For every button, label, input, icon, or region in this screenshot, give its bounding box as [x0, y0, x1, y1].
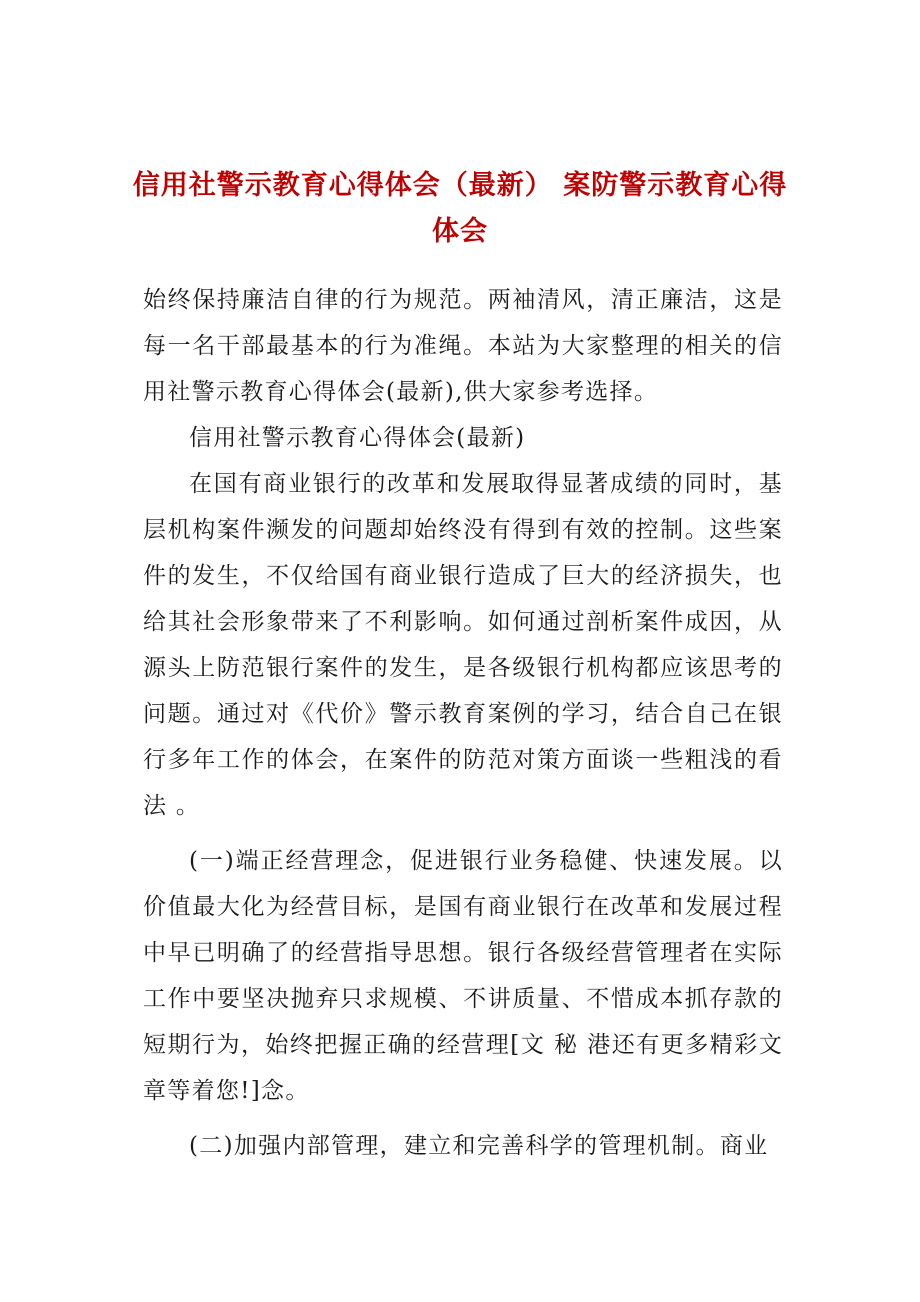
body-paragraph: 在国有商业银行的改革和发展取得显著成绩的同时，基层机构案件濒发的问题却始终没有得到有效的控制。这些案件的发生，不仅给国有商业银行造成了巨大的经济损失，也给其社会形象带来了不利影响。如何通过剖析案件成因，从源头上防范银行案件的发生，是各级银行机构都应该思考的问题。通过对《代价》警示教育案例的学习，结合自己在银行多年工作的体会，在案件的防范对策方面谈一些粗浅的看法 。 [143, 471, 783, 819]
intro-paragraph: 始终保持廉洁自律的行为规范。两袖清风，清正廉洁，这是每一名干部最基本的行为准绳。本站为大家整理的相关的信用社警示教育心得体会(最新),供大家参考选择。 [143, 287, 783, 405]
section-heading: 信用社警示教育心得体会(最新) [189, 425, 526, 451]
body-paragraph: (一)端正经营理念，促进银行业务稳健、快速发展。以价值最大化为经营目标，是国有商业银行在改革和发展过程中早已明确了的经营指导思想。银行各级经营管理者在实际工作中要坚决抛弃只求规模、不讲质量、不惜成本抓存款的短期行为，始终把握正确的经营理[文 秘 港还有更多精彩文章等着您!]念。 [143, 848, 783, 1104]
document-title: 信用社警示教育心得体会（最新） 案防警示教育心得体会 [132, 170, 788, 247]
document-body [143, 277, 783, 1169]
body-paragraph: (二)加强内部管理，建立和完善科学的管理机制。商业 [189, 1133, 769, 1159]
